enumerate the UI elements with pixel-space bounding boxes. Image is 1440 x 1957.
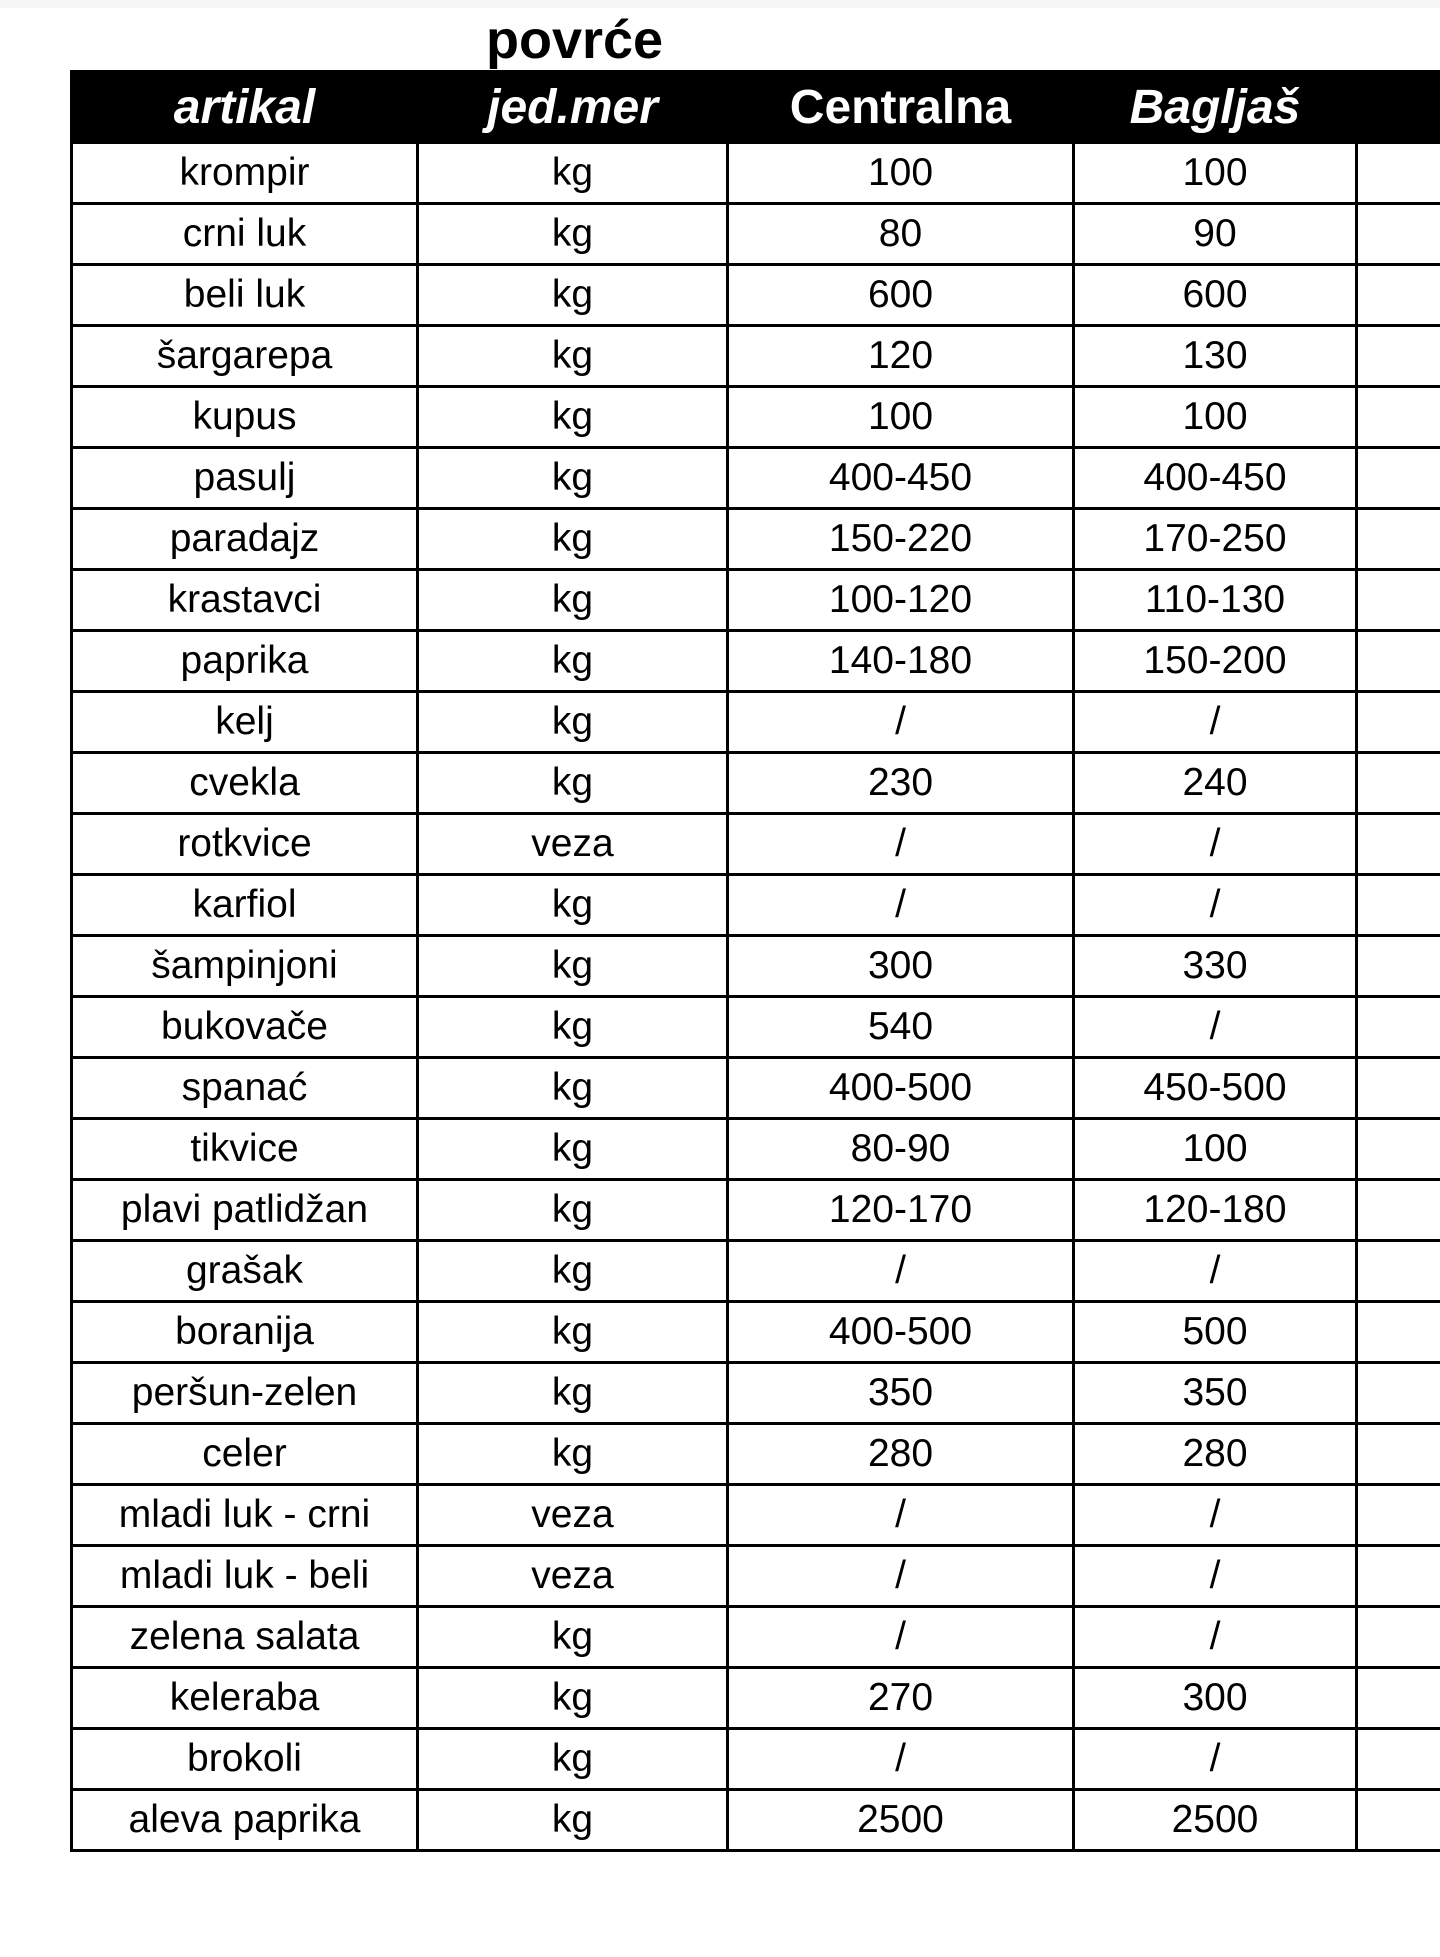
cell-article: kupus [72, 387, 418, 448]
cell-unit: kg [418, 753, 728, 814]
cell-extra [1357, 1058, 1440, 1119]
cell-extra [1357, 1241, 1440, 1302]
cell-extra [1357, 326, 1440, 387]
cell-extra [1357, 936, 1440, 997]
cell-unit: kg [418, 631, 728, 692]
cell-extra [1357, 387, 1440, 448]
cell-unit: kg [418, 692, 728, 753]
cell-bagljas-price: 110-130 [1074, 570, 1357, 631]
cell-unit: kg [418, 1729, 728, 1790]
table-row [72, 1607, 1440, 1668]
table-row [72, 997, 1440, 1058]
cell-extra [1357, 753, 1440, 814]
cell-unit: kg [418, 997, 728, 1058]
cell-bagljas-price: 500 [1074, 1302, 1357, 1363]
cell-extra [1357, 509, 1440, 570]
cell-article: mladi luk - beli [72, 1546, 418, 1607]
table-row [72, 1180, 1440, 1241]
cell-unit: kg [418, 143, 728, 204]
cell-central-price: 100-120 [728, 570, 1074, 631]
table-row [72, 387, 1440, 448]
column-header-extra [1357, 72, 1440, 143]
cell-article: grašak [72, 1241, 418, 1302]
cell-article: karfiol [72, 875, 418, 936]
cell-article: boranija [72, 1302, 418, 1363]
cell-extra [1357, 1180, 1440, 1241]
cell-bagljas-price: / [1074, 875, 1357, 936]
cell-central-price: 120 [728, 326, 1074, 387]
table-row [72, 326, 1440, 387]
cell-bagljas-price: 240 [1074, 753, 1357, 814]
cell-bagljas-price: 450-500 [1074, 1058, 1357, 1119]
cell-extra [1357, 1546, 1440, 1607]
cell-bagljas-price: 170-250 [1074, 509, 1357, 570]
cell-bagljas-price: / [1074, 1607, 1357, 1668]
page-title: povrće [486, 10, 664, 70]
cell-unit: kg [418, 1363, 728, 1424]
cell-extra [1357, 1119, 1440, 1180]
cell-extra [1357, 875, 1440, 936]
cell-bagljas-price: 350 [1074, 1363, 1357, 1424]
cell-article: keleraba [72, 1668, 418, 1729]
cell-extra [1357, 692, 1440, 753]
cell-bagljas-price: 90 [1074, 204, 1357, 265]
cell-bagljas-price: 130 [1074, 326, 1357, 387]
cell-extra [1357, 143, 1440, 204]
cell-central-price: 150-220 [728, 509, 1074, 570]
table-row [72, 1241, 1440, 1302]
cell-extra [1357, 204, 1440, 265]
table-row [72, 875, 1440, 936]
cell-central-price: / [728, 1729, 1074, 1790]
cell-bagljas-price: 100 [1074, 1119, 1357, 1180]
cell-unit: kg [418, 875, 728, 936]
cell-article: rotkvice [72, 814, 418, 875]
table-row [72, 1546, 1440, 1607]
cell-central-price: 540 [728, 997, 1074, 1058]
header-row [72, 72, 1440, 143]
cell-unit: veza [418, 1485, 728, 1546]
cell-article: bukovače [72, 997, 418, 1058]
cell-unit: kg [418, 1119, 728, 1180]
cell-central-price: 400-500 [728, 1058, 1074, 1119]
cell-central-price: 80 [728, 204, 1074, 265]
cell-central-price: / [728, 692, 1074, 753]
cell-central-price: 270 [728, 1668, 1074, 1729]
table-row [72, 1485, 1440, 1546]
cell-article: crni luk [72, 204, 418, 265]
table-row [72, 448, 1440, 509]
cell-central-price: 600 [728, 265, 1074, 326]
table-row [72, 631, 1440, 692]
cell-article: tikvice [72, 1119, 418, 1180]
cell-bagljas-price: / [1074, 1546, 1357, 1607]
table-row [72, 753, 1440, 814]
cell-bagljas-price: 300 [1074, 1668, 1357, 1729]
cell-article: krastavci [72, 570, 418, 631]
column-header-bagljas: Bagljaš [1074, 72, 1357, 143]
column-header-article: artikal [72, 72, 418, 143]
cell-central-price: 100 [728, 387, 1074, 448]
cell-extra [1357, 570, 1440, 631]
table-row [72, 814, 1440, 875]
cell-article: kelj [72, 692, 418, 753]
cell-central-price: 400-500 [728, 1302, 1074, 1363]
table-row [72, 265, 1440, 326]
table-row [72, 1363, 1440, 1424]
cell-bagljas-price: 400-450 [1074, 448, 1357, 509]
cell-central-price: 350 [728, 1363, 1074, 1424]
cell-unit: veza [418, 1546, 728, 1607]
cell-extra [1357, 1302, 1440, 1363]
cell-central-price: / [728, 875, 1074, 936]
cell-article: mladi luk - crni [72, 1485, 418, 1546]
cell-central-price: 80-90 [728, 1119, 1074, 1180]
cell-article: beli luk [72, 265, 418, 326]
price-table [70, 70, 1440, 1852]
cell-extra [1357, 448, 1440, 509]
table-row [72, 1058, 1440, 1119]
cell-unit: kg [418, 509, 728, 570]
cell-bagljas-price: 100 [1074, 143, 1357, 204]
table-row [72, 1119, 1440, 1180]
table-row [72, 1668, 1440, 1729]
cell-article: paradajz [72, 509, 418, 570]
cell-bagljas-price: / [1074, 1729, 1357, 1790]
cell-bagljas-price: 330 [1074, 936, 1357, 997]
cell-bagljas-price: / [1074, 814, 1357, 875]
cell-extra [1357, 1668, 1440, 1729]
cell-extra [1357, 1729, 1440, 1790]
cell-bagljas-price: 100 [1074, 387, 1357, 448]
cell-unit: kg [418, 204, 728, 265]
cell-central-price: / [728, 1607, 1074, 1668]
cell-unit: kg [418, 387, 728, 448]
cell-extra [1357, 997, 1440, 1058]
cell-unit: kg [418, 1790, 728, 1851]
cell-article: celer [72, 1424, 418, 1485]
cell-central-price: / [728, 1485, 1074, 1546]
cell-extra [1357, 1485, 1440, 1546]
cell-article: cvekla [72, 753, 418, 814]
table-row [72, 1302, 1440, 1363]
cell-unit: kg [418, 1241, 728, 1302]
cell-article: spanać [72, 1058, 418, 1119]
cell-unit: kg [418, 1058, 728, 1119]
cell-central-price: 140-180 [728, 631, 1074, 692]
cell-bagljas-price: 280 [1074, 1424, 1357, 1485]
cell-unit: kg [418, 936, 728, 997]
cell-bagljas-price: 600 [1074, 265, 1357, 326]
cell-central-price: 2500 [728, 1790, 1074, 1851]
cell-unit: veza [418, 814, 728, 875]
table-row [72, 509, 1440, 570]
price-table-container [70, 70, 1440, 1852]
cell-unit: kg [418, 326, 728, 387]
cell-bagljas-price: 2500 [1074, 1790, 1357, 1851]
cell-extra [1357, 1607, 1440, 1668]
cell-bagljas-price: 120-180 [1074, 1180, 1357, 1241]
cell-extra [1357, 814, 1440, 875]
cell-article: šampinjoni [72, 936, 418, 997]
cell-bagljas-price: / [1074, 997, 1357, 1058]
cell-unit: kg [418, 1302, 728, 1363]
table-body [72, 143, 1440, 1851]
cell-central-price: / [728, 1241, 1074, 1302]
column-header-central: Centralna [728, 72, 1074, 143]
cell-central-price: / [728, 1546, 1074, 1607]
cell-article: pasulj [72, 448, 418, 509]
cell-central-price: / [728, 814, 1074, 875]
cell-article: krompir [72, 143, 418, 204]
cell-unit: kg [418, 1424, 728, 1485]
table-row [72, 143, 1440, 204]
cell-central-price: 100 [728, 143, 1074, 204]
cell-unit: kg [418, 1607, 728, 1668]
cell-extra [1357, 1363, 1440, 1424]
cell-article: zelena salata [72, 1607, 418, 1668]
cell-article: šargarepa [72, 326, 418, 387]
table-row [72, 1424, 1440, 1485]
table-row [72, 570, 1440, 631]
cell-extra [1357, 1790, 1440, 1851]
column-header-unit: jed.mer [418, 72, 728, 143]
cell-central-price: 280 [728, 1424, 1074, 1485]
cell-central-price: 230 [728, 753, 1074, 814]
table-row [72, 1729, 1440, 1790]
table-row [72, 1790, 1440, 1851]
cell-bagljas-price: / [1074, 1241, 1357, 1302]
cell-unit: kg [418, 265, 728, 326]
cell-article: plavi patlidžan [72, 1180, 418, 1241]
cell-article: brokoli [72, 1729, 418, 1790]
cell-extra [1357, 1424, 1440, 1485]
cell-unit: kg [418, 570, 728, 631]
table-row [72, 204, 1440, 265]
cell-bagljas-price: 150-200 [1074, 631, 1357, 692]
cell-article: peršun-zelen [72, 1363, 418, 1424]
cell-unit: kg [418, 1668, 728, 1729]
cell-unit: kg [418, 448, 728, 509]
cell-article: aleva paprika [72, 1790, 418, 1851]
cell-central-price: 300 [728, 936, 1074, 997]
top-edge [0, 0, 1440, 8]
cell-article: paprika [72, 631, 418, 692]
cell-extra [1357, 631, 1440, 692]
cell-unit: kg [418, 1180, 728, 1241]
cell-extra [1357, 265, 1440, 326]
table-row [72, 692, 1440, 753]
cell-central-price: 120-170 [728, 1180, 1074, 1241]
cell-central-price: 400-450 [728, 448, 1074, 509]
table-row [72, 936, 1440, 997]
cell-bagljas-price: / [1074, 1485, 1357, 1546]
cell-bagljas-price: / [1074, 692, 1357, 753]
